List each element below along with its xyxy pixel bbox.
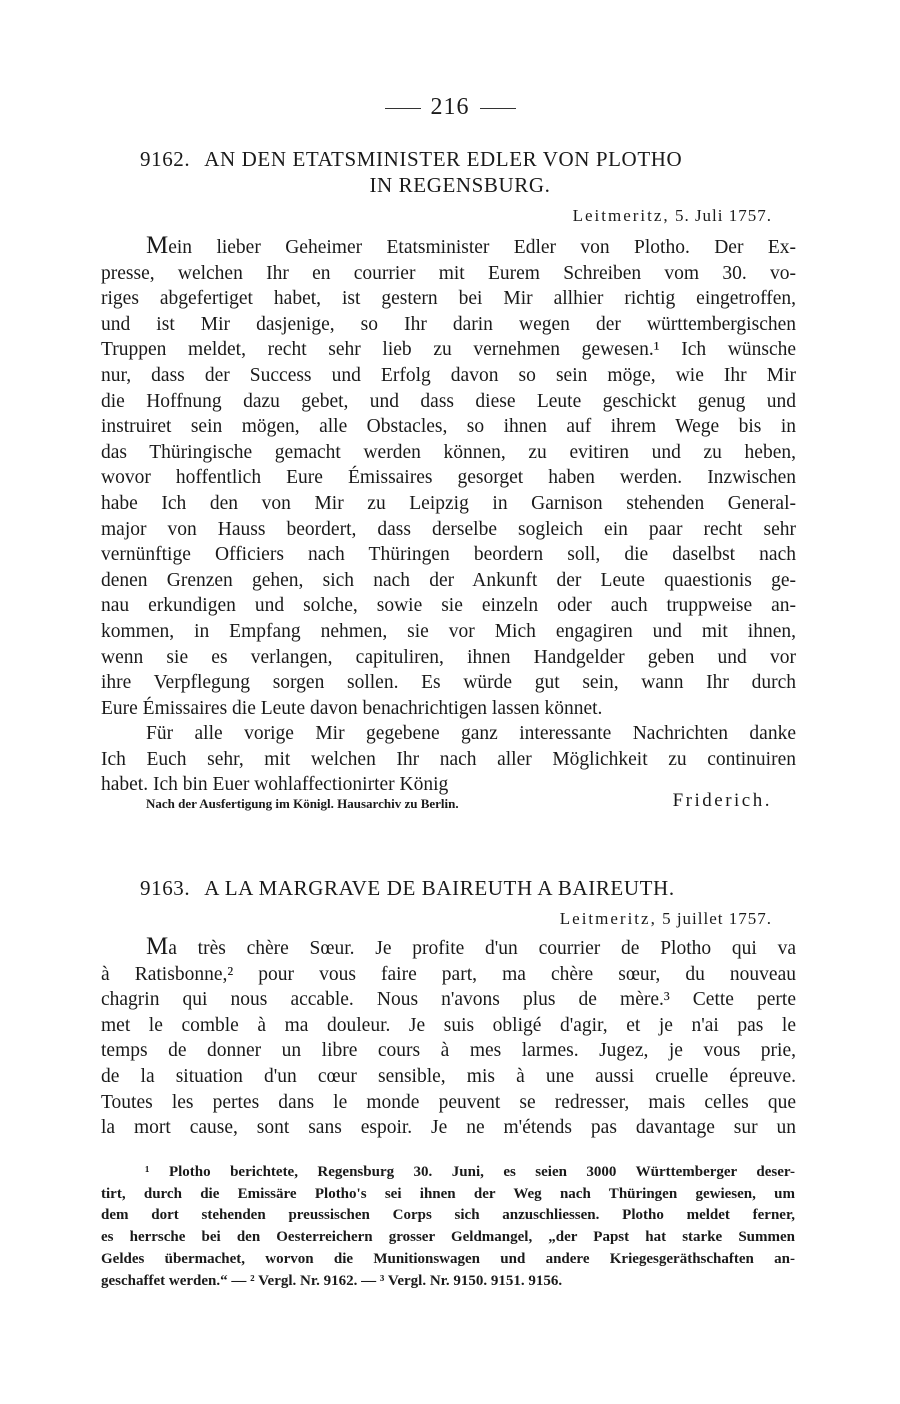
body-line: major von Hauss beordert, dass derselbe sogleich ein paar recht sehr <box>101 518 796 540</box>
body-line: das Thüringische gemacht werden können, zu evitiren und zu heben, <box>101 441 796 463</box>
page-header <box>0 94 900 121</box>
body-line: Toutes les pertes dans le monde peuvent se redresser, mais celles que <box>101 1091 796 1113</box>
body-line: met le comble à ma douleur. Je suis obligé d'agir, et je n'ai pas le <box>101 1014 796 1036</box>
footnote-line: dem dort stehenden preussischen Corps sich anzuschliessen. Plotho meldet ferner, <box>101 1207 795 1224</box>
body-line: kommen, in Empfang nehmen, sie vor Mich engagiren und mit ihnen, <box>101 620 796 642</box>
body-line: wenn sie es verlangen, capituliren, ihnen Handgelder geben und vor <box>101 646 796 668</box>
drop-initial: M <box>146 933 169 960</box>
body-line: la mort cause, sont sans espoir. Je ne m'étends pas davantage sur un <box>101 1117 796 1139</box>
body-line: habe Ich den von Mir zu Leipzig in Garnison stehenden General- <box>101 492 796 514</box>
body-line-first <box>101 233 796 261</box>
body-line: nur, dass der Success und Erfolg davon so sein möge, wie Ihr Mir <box>101 364 796 386</box>
footnotes <box>101 1162 795 1292</box>
body-line: ein lieber Geheimer Etatsminister Edler von Plotho. Der Ex- <box>168 237 796 258</box>
body-line: presse, welchen Ihr en courrier mit Eurem Schreiben vom 30. vo- <box>101 262 796 284</box>
letter-title-line1: A LA MARGRAVE DE BAIREUTH A BAIREUTH. <box>204 876 675 900</box>
body-line: denen Grenzen gehen, sich nach der Ankunft der Leute quaestionis ge- <box>101 569 796 591</box>
letter-title-line2: IN REGENSBURG. <box>369 173 551 197</box>
body-line: à Ratisbonne,² pour vous faire part, ma chère sœur, du nouveau <box>101 963 796 985</box>
dateline-date: 5. Juli 1757. <box>674 206 772 225</box>
body-line: chagrin qui nous accable. Nous n'avons plus de mère.³ Cette perte <box>101 989 796 1011</box>
dateline-place: Leitmeritz, <box>559 909 657 928</box>
body-line: wovor hoffentlich Eure Émissaires gesorget haben werden. Inzwischen <box>101 467 796 489</box>
body-line: instruiret sein mögen, alle Obstacles, so ihnen auf ihrem Wege bis in <box>101 416 796 438</box>
footnote-line: es herrsche bei den Oesterreichern grosser Geldmangel, „der Papst hat starke Summen <box>101 1229 795 1246</box>
letter-9162-dateline <box>573 206 772 226</box>
source-note: Nach der Ausfertigung im Königl. Hausarchiv zu Berlin. <box>146 796 459 811</box>
body-line-first <box>101 934 796 962</box>
letter-9163-title <box>140 875 780 901</box>
body-line: a très chère Sœur. Je profite d'un courrier de Plotho qui va <box>168 938 796 959</box>
header-dash-left <box>385 108 421 109</box>
dateline-date: 5 juillet 1757. <box>662 909 772 928</box>
footnote-line: tirt, durch die Emissäre Plotho's sei ihnen der Weg nach Thüringen gewiesen, um <box>101 1185 795 1202</box>
letter-9162-body <box>101 233 796 798</box>
footnote-line: geschaffet werden.“ — ² Vergl. Nr. 9162. — ³ Vergl. Nr. 9150. 9151. 9156. <box>101 1272 563 1289</box>
body-line: und ist Mir dasjenige, so Ihr darin wegen der württembergischen <box>101 313 796 335</box>
letter-number: 9163. <box>140 876 191 900</box>
page-number: 216 <box>430 94 470 120</box>
footnote-line: ¹ Plotho berichtete, Regensburg 30. Juni, es seien 3000 Württemberger deser- <box>145 1164 795 1180</box>
drop-initial: M <box>146 232 169 259</box>
letter-number: 9162. <box>140 147 191 171</box>
letter-9163-dateline <box>560 909 772 929</box>
letter-9162-title <box>140 146 780 198</box>
footnote-line: Geldes übermachet, worvon die Munitionswagen und andere Kriegesgeräthschaften an- <box>101 1250 795 1267</box>
header-dash-right <box>480 108 516 109</box>
body-line: de la situation d'un cœur sensible, mis à une aussi cruelle épreuve. <box>101 1065 796 1087</box>
body-line: Truppen meldet, recht sehr lieb zu vernehmen gewesen.¹ Ich wünsche <box>101 339 796 361</box>
body-line: ihre Verpflegung sorgen sollen. Es würde gut sein, wann Ihr durch <box>101 672 796 694</box>
body-line: Ich Euch sehr, mit welchen Ihr nach aller Möglichkeit zu continuiren <box>101 748 796 770</box>
signature: Friderich. <box>672 790 772 811</box>
body-line: habet. Ich bin Euer wohlaffectionirter König <box>101 774 449 796</box>
body-line: Für alle vorige Mir gegebene ganz interessante Nachrichten danke <box>146 723 796 745</box>
body-line: vernünftige Officiers nach Thüringen beordern soll, die daselbst nach <box>101 544 796 566</box>
letter-9163-body <box>101 934 796 1141</box>
body-line: nau erkundigen und solche, sowie sie einzeln oder auch truppweise an- <box>101 595 796 617</box>
letter-title-line1: AN DEN ETATSMINISTER EDLER VON PLOTHO <box>204 147 683 171</box>
dateline-place: Leitmeritz, <box>572 206 670 225</box>
body-line: die Hoffnung dazu gebet, und dass diese Leute geschickt genug und <box>101 390 796 412</box>
body-line: temps de donner un libre cours à mes larmes. Jugez, je vous prie, <box>101 1040 796 1062</box>
body-line: riges abgefertiget habet, ist gestern bei Mir allhier richtig eingetroffen, <box>101 288 796 310</box>
body-line: Eure Émissaires die Leute davon benachrichtigen lassen könnet. <box>101 697 603 719</box>
